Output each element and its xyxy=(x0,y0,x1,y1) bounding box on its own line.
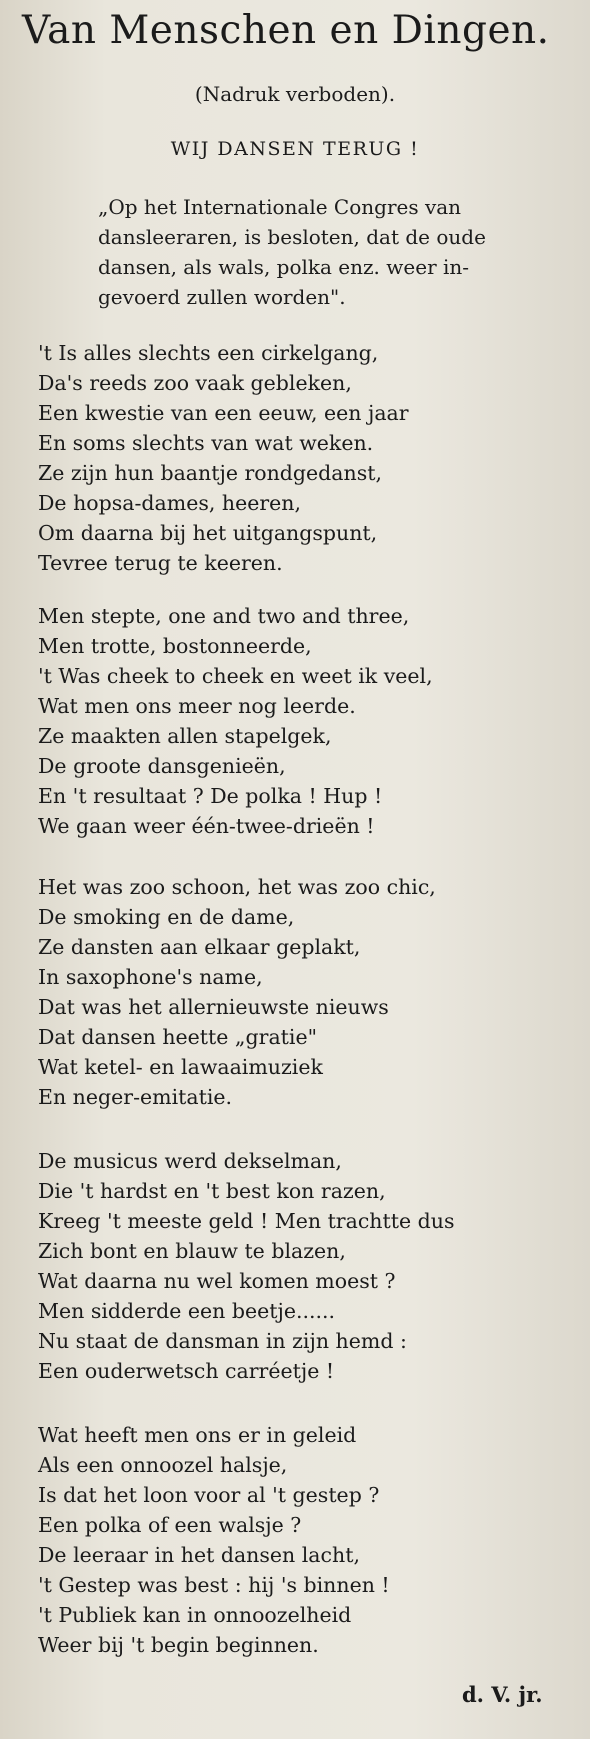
verse-line: En soms slechts van wat weken. xyxy=(38,431,374,455)
verse-line: 't Publiek kan in onnoozelheid xyxy=(38,1603,352,1627)
verse-line: Kreeg 't meeste geld ! Men trachtte dus xyxy=(38,1209,455,1233)
verse-line: In saxophone's name, xyxy=(38,965,263,989)
stanza-3 xyxy=(38,872,590,1112)
verse-line: Weer bij 't begin beginnen. xyxy=(38,1633,319,1657)
verse-line: Men sidderde een beetje...... xyxy=(38,1299,336,1323)
stanza-5 xyxy=(38,1420,590,1660)
verse-line: De leeraar in het dansen lacht, xyxy=(38,1543,360,1567)
verse-line: Ze maakten allen stapelgek, xyxy=(38,724,332,748)
verse-line: Een kwestie van een eeuw, een jaar xyxy=(38,401,409,425)
poem-heading: WIJ DANSEN TERUG ! xyxy=(170,138,420,160)
verse-line: De smoking en de dame, xyxy=(38,905,295,929)
verse-line: De hopsa-dames, heeren, xyxy=(38,491,302,515)
verse-line: Dat dansen heette „gratie" xyxy=(38,1025,318,1049)
stanza-4 xyxy=(38,1146,590,1386)
verse-line: Nu staat de dansman in zijn hemd : xyxy=(38,1329,407,1353)
stanza-2 xyxy=(38,601,590,841)
verse-line: Een ouderwetsch carréetje ! xyxy=(38,1359,335,1383)
reprint-notice: (Nadruk verboden). xyxy=(194,82,396,106)
verse-line: Die 't hardst en 't best kon razen, xyxy=(38,1179,386,1203)
intro-line: dansleeraren, is besloten, dat de oude xyxy=(98,225,486,249)
verse-line: Ze dansten aan elkaar geplakt, xyxy=(38,935,361,959)
verse-line: Men stepte, one and two and three, xyxy=(38,604,410,628)
verse-line: Zich bont en blauw te blazen, xyxy=(38,1239,346,1263)
verse-line: En 't resultaat ? De polka ! Hup ! xyxy=(38,784,383,808)
stanza-1 xyxy=(38,338,590,578)
verse-line: Ze zijn hun baantje rondgedanst, xyxy=(38,461,383,485)
verse-line: Da's reeds zoo vaak gebleken, xyxy=(38,371,352,395)
intro-line: „Op het Internationale Congres van xyxy=(98,195,462,219)
verse-line: Wat men ons meer nog leerde. xyxy=(38,694,356,718)
verse-line: Een polka of een walsje ? xyxy=(38,1513,302,1537)
verse-line: 't Gestep was best : hij 's binnen ! xyxy=(38,1573,390,1597)
verse-line: Is dat het loon voor al 't gestep ? xyxy=(38,1483,380,1507)
verse-line: De musicus werd dekselman, xyxy=(38,1149,342,1173)
verse-line: En neger-emitatie. xyxy=(38,1085,233,1109)
verse-line: Men trotte, bostonneerde, xyxy=(38,634,312,658)
verse-line: Wat ketel- en lawaaimuziek xyxy=(38,1055,323,1079)
page-title: Van Menschen en Dingen. xyxy=(22,8,550,53)
verse-line: 't Was cheek to cheek en weet ik veel, xyxy=(38,664,433,688)
intro-line: dansen, als wals, polka enz. weer in- xyxy=(98,255,470,279)
intro-line: gevoerd zullen worden". xyxy=(98,285,346,309)
verse-line: Het was zoo schoon, het was zoo chic, xyxy=(38,875,436,899)
intro-quote xyxy=(98,192,588,312)
author-signature: d. V. jr. xyxy=(462,1682,543,1707)
verse-line: Wat daarna nu wel komen moest ? xyxy=(38,1269,396,1293)
verse-line: 't Is alles slechts een cirkelgang, xyxy=(38,341,379,365)
verse-line: Als een onnoozel halsje, xyxy=(38,1453,288,1477)
verse-line: Tevree terug te keeren. xyxy=(38,551,283,575)
verse-line: We gaan weer één-twee-drieën ! xyxy=(38,814,375,838)
verse-line: Wat heeft men ons er in geleid xyxy=(38,1423,357,1447)
verse-line: Dat was het allernieuwste nieuws xyxy=(38,995,389,1019)
verse-line: De groote dansgenieën, xyxy=(38,754,286,778)
verse-line: Om daarna bij het uitgangspunt, xyxy=(38,521,378,545)
